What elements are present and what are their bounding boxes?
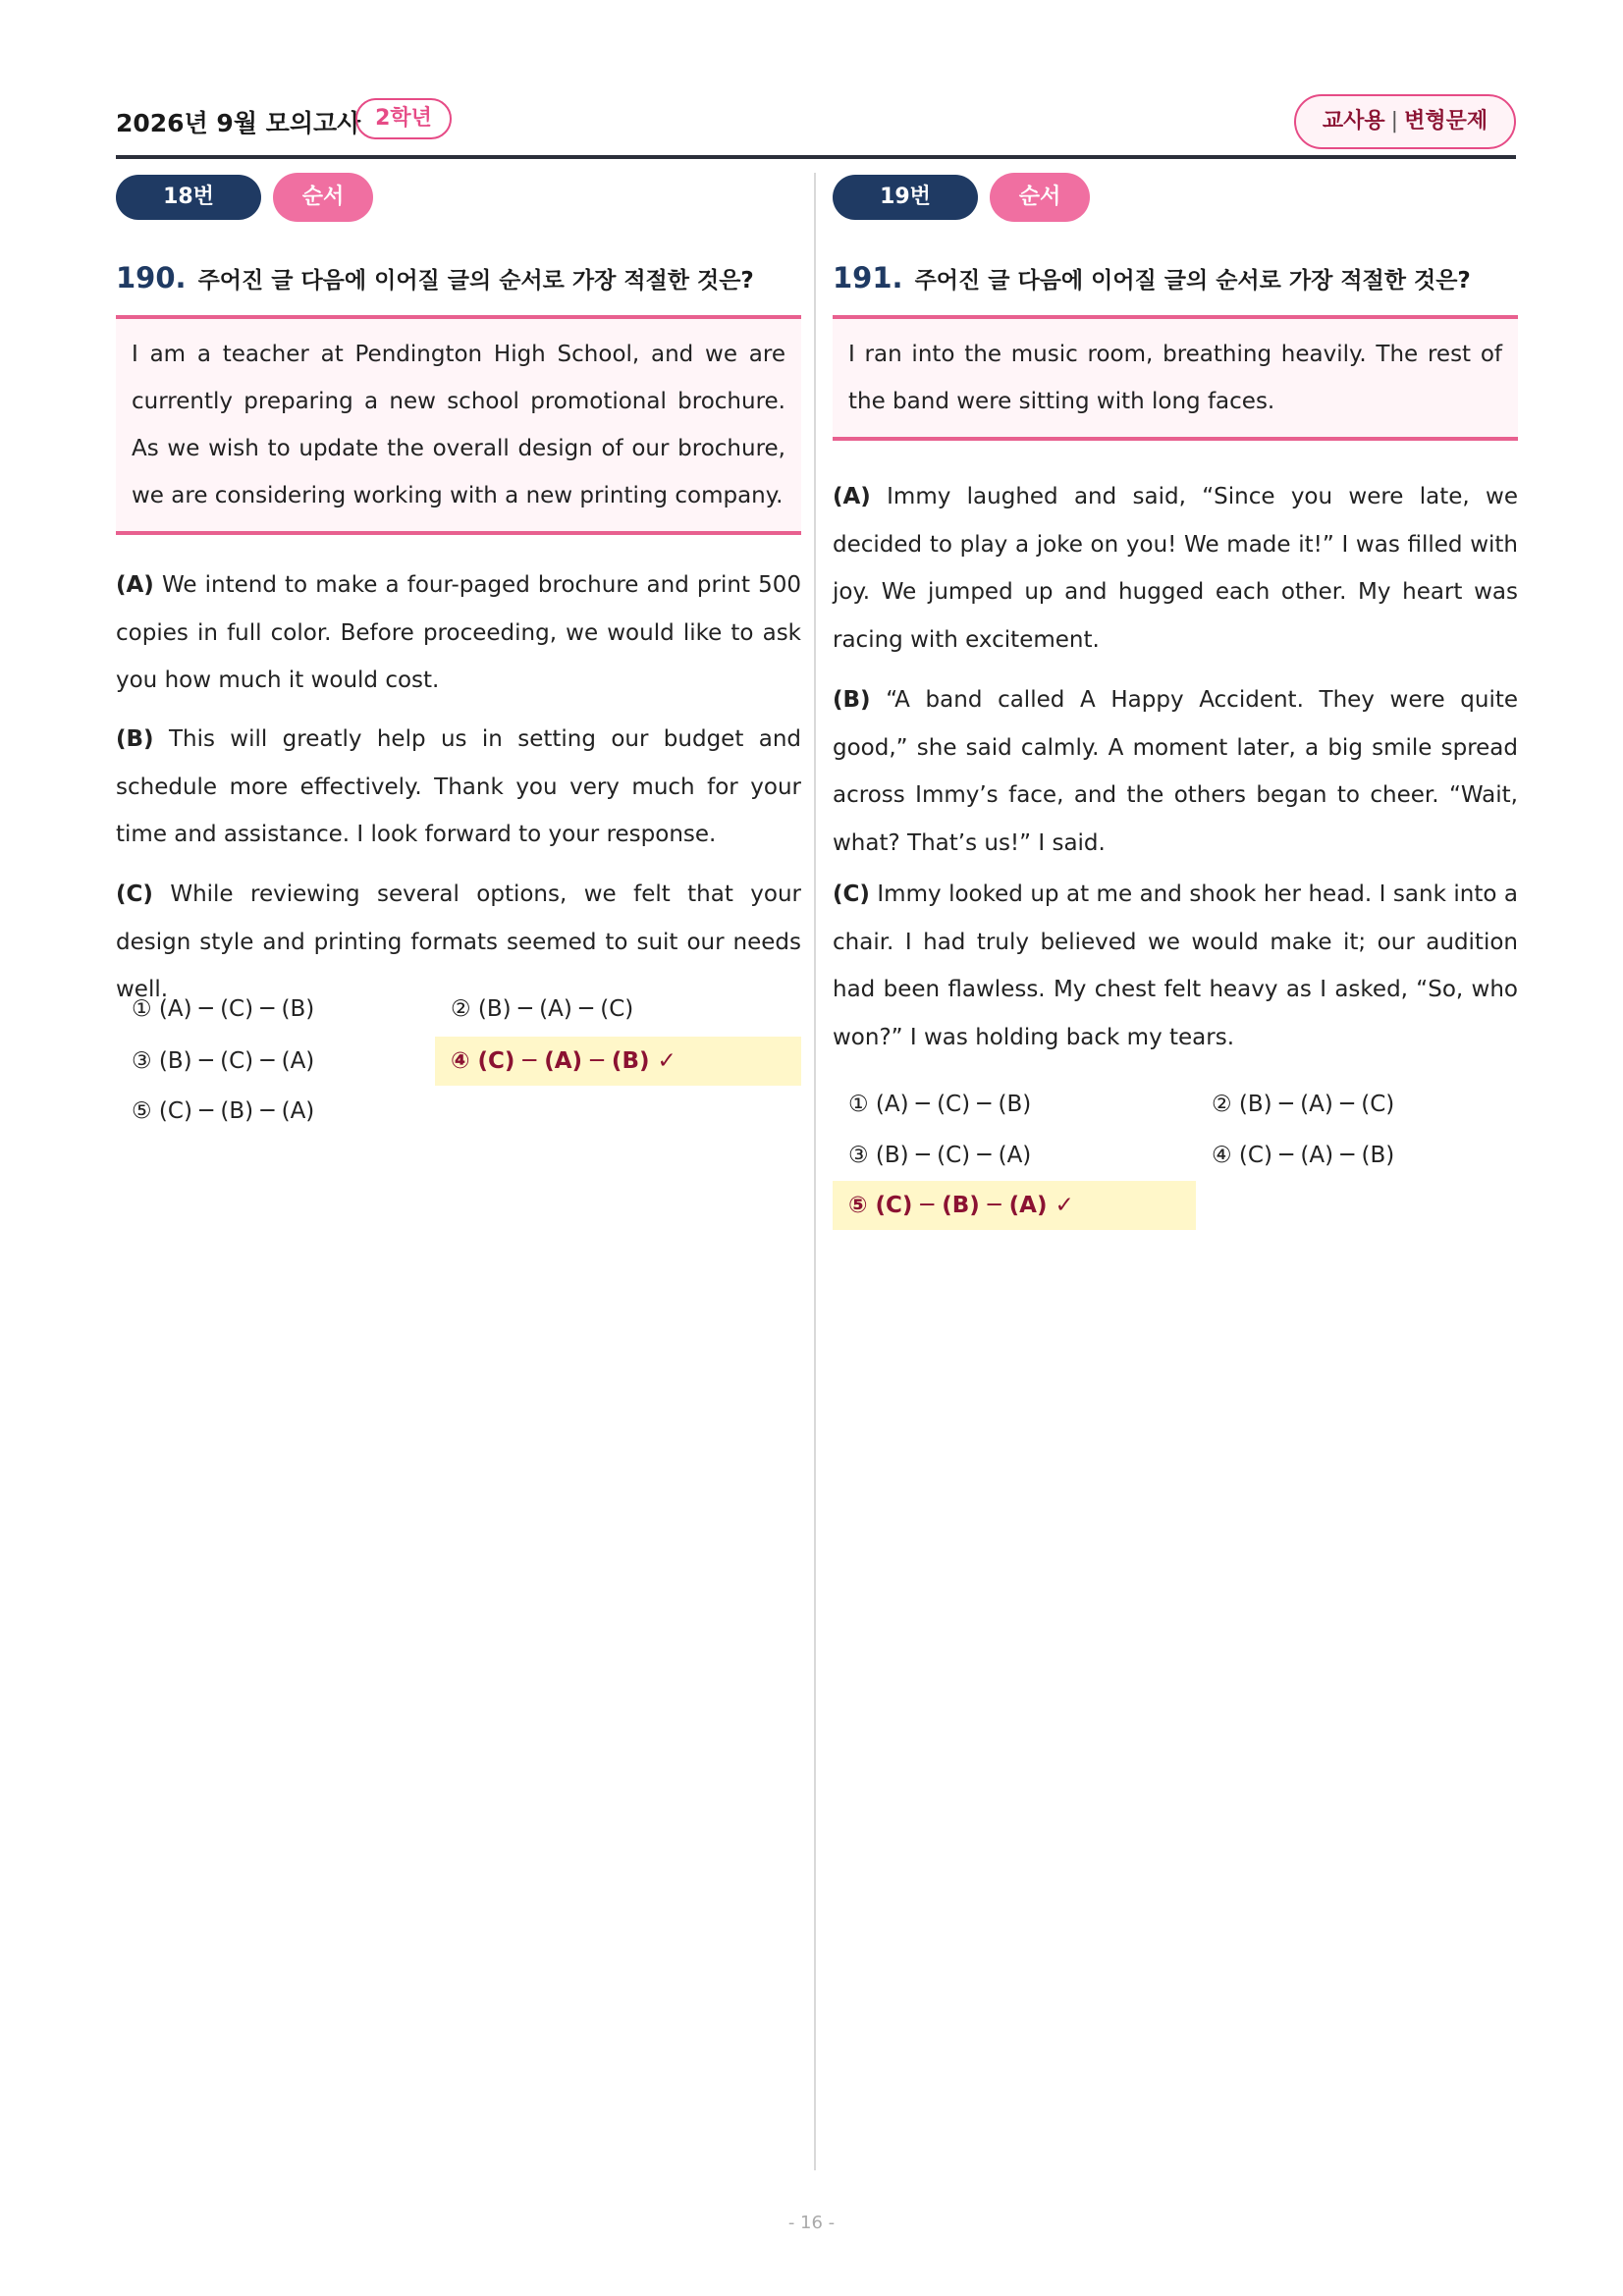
option-1[interactable]: ① (A) ─ (C) ─ (B) [132, 996, 315, 1022]
exam-title: 2026년 9월 모의고사 [116, 109, 361, 137]
question-title [833, 261, 1471, 294]
paragraph-text: This will greatly help us in setting our budget and schedule more effectively. Thank you very much for your time and assistance. I look forward to your response. [116, 726, 801, 847]
option-2[interactable]: ② (B) ─ (A) ─ (C) [451, 996, 634, 1022]
item-type-badge: 순서 [990, 173, 1090, 222]
badge-separator: | [1390, 109, 1399, 133]
paragraph-text: While reviewing several options, we felt that your design style and printing formats seemed to suit our needs well. [116, 881, 801, 1002]
question-title [116, 261, 754, 294]
paragraph-label: (C) [116, 881, 153, 907]
paragraph-label: (B) [116, 726, 154, 752]
given-passage: I am a teacher at Pendington High School, and we are currently preparing a new school promotional brochure. As we wish to update the overall design of our brochure, we are considering working with a new printing company. [116, 315, 801, 535]
grade-badge: 2학년 [355, 98, 452, 139]
paragraph-b [116, 716, 801, 859]
teacher-edition-badge [1294, 94, 1516, 149]
item-number-badge: 19번 [833, 175, 978, 220]
paragraph-text: “A band called A Happy Accident. They were quite good,” she said calmly. A moment later, a big smile spread across Immy’s face, and the others began to cheer. “Wait, what? That’s us!” I said. [833, 687, 1518, 856]
paragraph-b [833, 676, 1518, 867]
question-prompt: 주어진 글 다음에 이어질 글의 순서로 가장 적절한 것은? [914, 268, 1471, 294]
option-5[interactable]: ⑤ (C) ─ (B) ─ (A) [132, 1098, 315, 1124]
question-prompt: 주어진 글 다음에 이어질 글의 순서로 가장 적절한 것은? [197, 268, 754, 294]
paragraph-text: Immy looked up at me and shook her head. I sank into a chair. I had truly believed we would make it; our audition had been flawless. My chest felt heavy as I asked, “So, who won?” I was holding back my tears. [833, 881, 1519, 1050]
item-type-badge: 순서 [273, 173, 373, 222]
option-2[interactable]: ② (B) ─ (A) ─ (C) [1212, 1092, 1395, 1117]
question-number: 190. [116, 261, 187, 294]
given-passage: I ran into the music room, breathing heavily. The rest of the band were sitting with long faces. [833, 315, 1518, 441]
option-1[interactable]: ① (A) ─ (C) ─ (B) [848, 1092, 1032, 1117]
paragraph-text: Immy laughed and said, “Since you were late, we decided to play a joke on you! We made it!” I was filled with joy. We jumped up and hugged each other. My heart was racing with excitement. [833, 484, 1518, 653]
paragraph-label: (C) [833, 881, 870, 907]
paragraph-a [833, 473, 1518, 664]
paragraph-c [833, 871, 1518, 1061]
option-3[interactable]: ③ (B) ─ (C) ─ (A) [848, 1143, 1032, 1168]
teacher-label: 교사용 [1322, 109, 1385, 133]
paragraph-a [116, 561, 801, 705]
page-header [116, 94, 1516, 157]
option-5-correct[interactable]: ⑤ (C) ─ (B) ─ (A) ✓ [833, 1181, 1196, 1230]
paragraph-label: (A) [116, 572, 154, 598]
page-number: - 16 - [787, 2213, 836, 2233]
column-divider [814, 173, 816, 2170]
paragraph-label: (B) [833, 687, 871, 713]
header-rule [116, 155, 1516, 159]
option-4-correct[interactable]: ④ (C) ─ (A) ─ (B) ✓ [435, 1037, 801, 1086]
type-label: 변형문제 [1404, 109, 1488, 133]
option-4[interactable]: ④ (C) ─ (A) ─ (B) [1212, 1143, 1395, 1168]
paragraph-text: We intend to make a four-paged brochure and print 500 copies in full color. Before proceeding, we would like to ask you how much it would cost. [116, 572, 801, 693]
question-number: 191. [833, 261, 903, 294]
item-number-badge: 18번 [116, 175, 261, 220]
paragraph-label: (A) [833, 484, 871, 509]
option-3[interactable]: ③ (B) ─ (C) ─ (A) [132, 1048, 315, 1074]
